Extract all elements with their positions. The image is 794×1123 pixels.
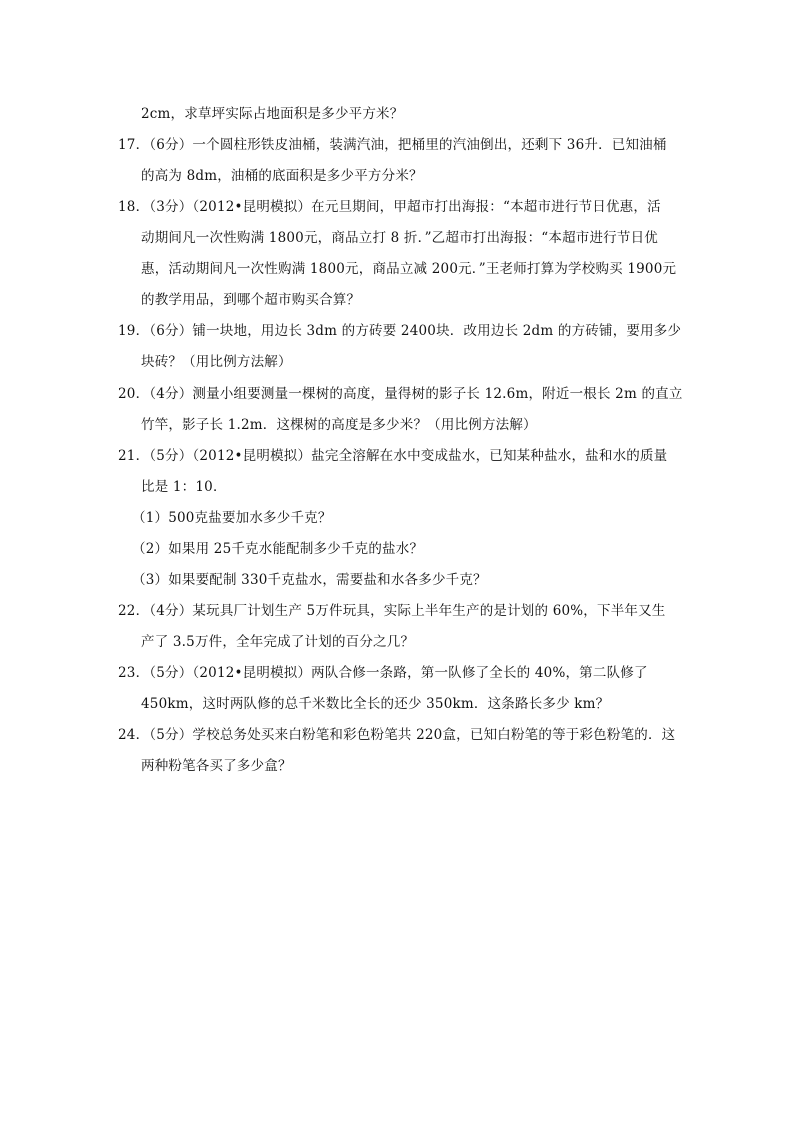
problem-17-line-1: 17．（6分）一个圆柱形铁皮油桶，装满汽油，把桶里的汽油倒出，还剩下 36升．已知油桶 xyxy=(118,137,667,153)
problem-21-subquestion-3: （3）如果要配制 330千克盐水，需要盐和水各多少千克？ xyxy=(132,572,487,588)
problem-24-line-1: 24．（5分）学校总务处买来白粉笔和彩色粉笔共 220盒，已知白粉笔的等于彩色粉笔的．这 xyxy=(118,727,676,743)
problem-18-line-2: 动期间凡一次性购满 1800元，商品立打 8 折．”乙超市打出海报：“本超市进行节日优 xyxy=(141,230,658,246)
problem-18-line-4: 的教学用品，到哪个超市购买合算？ xyxy=(141,292,361,308)
problem-19-line-1: 19．（6分）铺一块地，用边长 3dm 的方砖要 2400块．改用边长 2dm 的方砖铺，要用多少 xyxy=(118,323,682,339)
problem-23-line-2: 450km，这时两队修的总千米数比全长的还少 350km．这条路长多少 km？ xyxy=(141,696,610,712)
problem-21-line-1: 21．（5分）（2012•昆明模拟）盐完全溶解在水中变成盐水，已知某种盐水，盐和水的质量 xyxy=(118,448,668,464)
problem-17-line-2: 的高为 8dm，油桶的底面积是多少平方分米？ xyxy=(141,168,423,184)
problem-21-subquestion-2: （2）如果用 25千克水能配制多少千克的盐水？ xyxy=(132,541,424,557)
problem-19-line-2: 块砖？（用比例方法解） xyxy=(141,354,292,370)
problem-23-line-1: 23．（5分）（2012•昆明模拟）两队合修一条路，第一队修了全长的 40%，第二队修了 xyxy=(118,665,648,681)
problem-22-line-2: 产了 3.5万件，全年完成了计划的百分之几？ xyxy=(141,634,415,650)
problem-21-subquestion-1: （1）500克盐要加水多少千克？ xyxy=(132,510,332,526)
problem-21-line-2: 比是 1：10． xyxy=(141,479,227,495)
problem-20-line-1: 20．（4分）测量小组要测量一棵树的高度，量得树的影子长 12.6m，附近一根长 2m 的直立 xyxy=(118,386,683,402)
problem-18-line-1: 18．（3分）（2012•昆明模拟）在元旦期间，甲超市打出海报：“本超市进行节日优惠，活 xyxy=(118,199,661,215)
problem-16-continuation: 2cm，求草坪实际占地面积是多少平方米？ xyxy=(141,106,404,122)
problem-24-line-2: 两种粉笔各买了多少盒？ xyxy=(141,758,292,774)
problem-18-line-3: 惠，活动期间凡一次性购满 1800元，商品立减 200元．”王老师打算为学校购买 1900元 xyxy=(141,261,677,277)
problem-20-line-2: 竹竿，影子长 1.2m．这棵树的高度是多少米？（用比例方法解） xyxy=(141,417,537,433)
problem-22-line-1: 22．（4分）某玩具厂计划生产 5万件玩具，实际上半年生产的是计划的 60%，下半年又生 xyxy=(118,603,666,619)
